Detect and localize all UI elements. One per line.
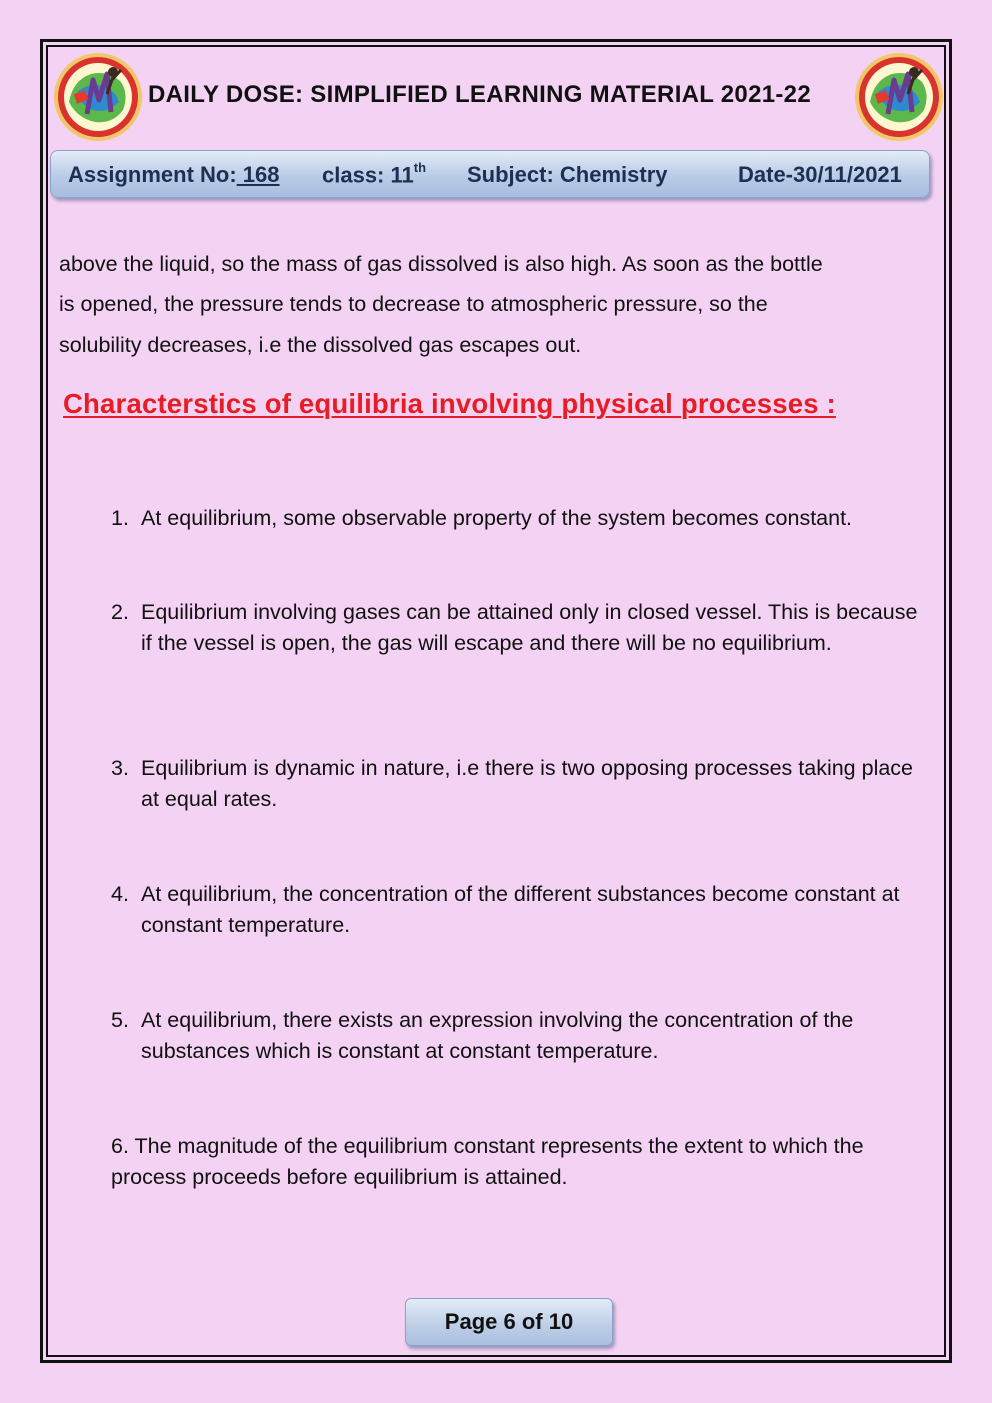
list-item (111, 597, 926, 659)
list-item-text: At equilibrium, some observable property of the system becomes constant. (141, 506, 853, 530)
list-item-number: 3. (111, 756, 129, 780)
class-suffix: th (413, 160, 427, 175)
list-item-text: Equilibrium is dynamic in nature, i.e there is two opposing processes taking place at equal rates. (141, 756, 914, 811)
list-item-6: 6. The magnitude of the equilibrium constant represents the extent to which the process proceeds before equilibrium is attained. (111, 1134, 864, 1189)
list-item (111, 1005, 926, 1067)
intro-line-1: above the liquid, so the mass of gas dissolved is also high. As soon as the bottle (59, 252, 823, 276)
assignment-label: Assignment No: (68, 162, 237, 187)
intro-line-2: is opened, the pressure tends to decrease to atmospheric pressure, so the (59, 292, 768, 316)
assignment-field (68, 162, 280, 188)
list-item-number: 2. (111, 600, 129, 624)
document-title: DAILY DOSE: SIMPLIFIED LEARNING MATERIAL 2021-22 (148, 81, 811, 108)
school-emblem-icon (53, 52, 143, 142)
list-item-text: Equilibrium involving gases can be attained only in closed vessel. This is because if the vessel is open, the gas will escape and there will be no equilibrium. (141, 600, 918, 655)
assignment-info-bar (50, 150, 930, 198)
intro-line-3: solubility decreases, i.e the dissolved gas escapes out. (59, 333, 582, 357)
list-item (111, 879, 926, 941)
list-item-text: At equilibrium, there exists an expression involving the concentration of the substances which is constant at constant temperature. (141, 1008, 854, 1063)
assignment-number: 168 (236, 162, 280, 187)
subject-field: Subject: Chemistry (467, 162, 668, 187)
date-field: Date-30/11/2021 (738, 162, 902, 187)
class-field (322, 162, 426, 188)
list-item-number: 1. (111, 506, 129, 530)
section-heading: Characterstics of equilibria involving physical processes : (63, 388, 836, 419)
class-label: class: 11 (322, 162, 414, 188)
list-item (111, 503, 926, 534)
list-item-number: 5. (111, 1008, 129, 1032)
list-item-text: At equilibrium, the concentration of the different substances become constant at constant temperature. (141, 882, 900, 937)
school-emblem-icon (854, 52, 944, 142)
list-item (111, 753, 926, 815)
page-indicator: Page 6 of 10 (405, 1298, 613, 1346)
list-item-number: 4. (111, 882, 129, 906)
